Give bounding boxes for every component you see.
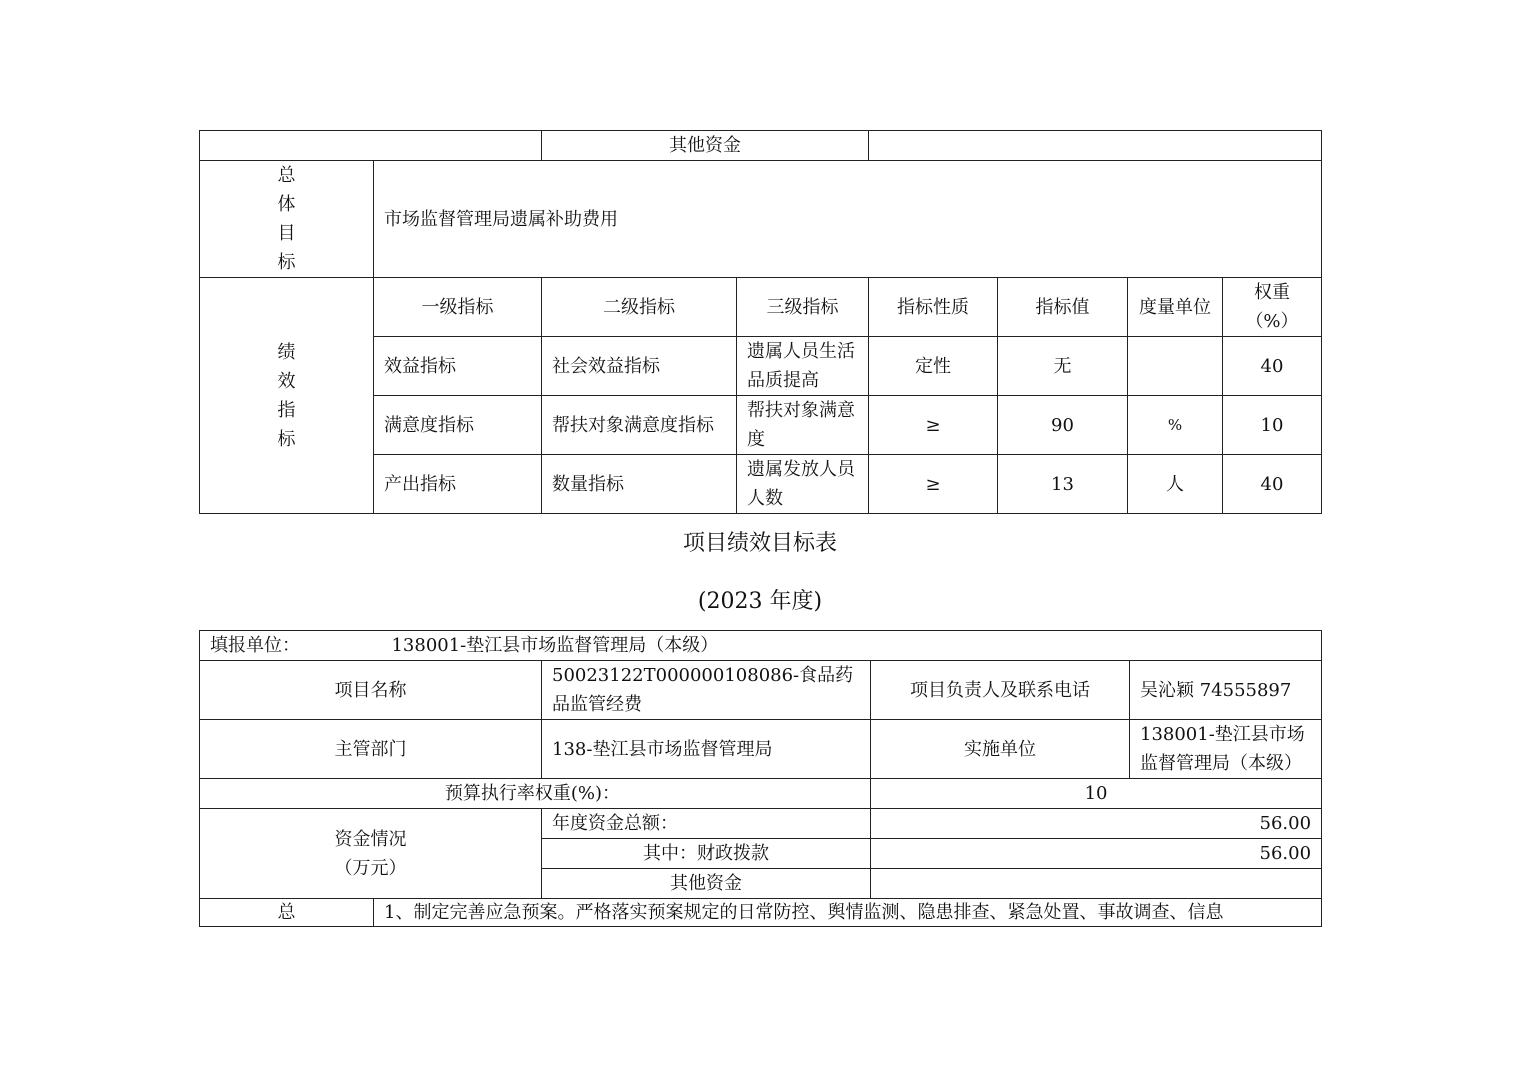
header-level3: 三级指标: [737, 278, 869, 337]
row-level1: 效益指标: [374, 337, 542, 396]
annual-total-label: 年度资金总额：: [542, 809, 871, 839]
row-weight: 10: [1223, 396, 1322, 455]
contact-value: 吴沁颖 74555897: [1130, 661, 1322, 720]
header-weight: 权重（%）: [1223, 278, 1322, 337]
header-nature: 指标性质: [869, 278, 998, 337]
header-level1: 一级指标: [374, 278, 542, 337]
project-name-value: 50023122T000000108086-食品药品监管经费: [542, 661, 871, 720]
funds-label: 资金情况 （万元）: [200, 809, 542, 899]
fill-unit-label: 填报单位：: [210, 635, 300, 656]
other-funds-value: [871, 869, 1322, 899]
row-level1: 产出指标: [374, 455, 542, 514]
dept-label: 主管部门: [200, 720, 542, 779]
row-level1: 满意度指标: [374, 396, 542, 455]
empty-cell: [200, 131, 542, 161]
perf-indicator-label: 绩 效 指 标: [200, 278, 374, 514]
row-level3: 遗属发放人员人数: [737, 455, 869, 514]
impl-label: 实施单位: [871, 720, 1130, 779]
fill-unit-value: 138001-垫江县市场监督管理局（本级）: [391, 635, 719, 656]
performance-table-bottom: [199, 630, 1322, 927]
row-weight: 40: [1223, 337, 1322, 396]
row-value: 90: [998, 396, 1128, 455]
row-unit: 人: [1128, 455, 1223, 514]
row-level2: 帮扶对象满意度指标: [542, 396, 737, 455]
overall-goal-label: 总 体 目 标: [200, 161, 374, 278]
overall-goal-text: 市场监督管理局遗属补助费用: [374, 161, 1322, 278]
overall-goal-label: 总: [200, 899, 374, 927]
other-funds-label: 其他资金: [542, 869, 871, 899]
row-unit: [1128, 337, 1223, 396]
page-title: 项目绩效目标表: [682, 531, 837, 556]
budget-rate-value: 10: [871, 779, 1322, 809]
row-value: 无: [998, 337, 1128, 396]
fiscal-value: 56.00: [871, 839, 1322, 869]
row-level3: 帮扶对象满意度: [737, 396, 869, 455]
fill-unit-row: [200, 631, 1322, 661]
header-unit: 度量单位: [1128, 278, 1223, 337]
row-nature: ≥: [869, 455, 998, 514]
performance-table-top: [199, 130, 1322, 514]
header-value: 指标值: [998, 278, 1128, 337]
row-level3: 遗属人员生活品质提高: [737, 337, 869, 396]
row-nature: ≥: [869, 396, 998, 455]
dept-value: 138-垫江县市场监督管理局: [542, 720, 871, 779]
impl-value: 138001-垫江县市场监督管理局（本级）: [1130, 720, 1322, 779]
other-funds-value: [869, 131, 1322, 161]
row-unit: %: [1128, 396, 1223, 455]
fiscal-label: 其中：财政拨款: [542, 839, 871, 869]
project-name-label: 项目名称: [200, 661, 542, 720]
overall-goal-text: 1、制定完善应急预案。严格落实预案规定的日常防控、舆情监测、隐患排查、紧急处置、事故调查、信息: [374, 899, 1322, 927]
row-value: 13: [998, 455, 1128, 514]
annual-total-value: 56.00: [871, 809, 1322, 839]
row-nature: 定性: [869, 337, 998, 396]
row-level2: 数量指标: [542, 455, 737, 514]
page-subtitle: (2023 年度): [697, 589, 823, 614]
other-funds-label: 其他资金: [542, 131, 869, 161]
header-level2: 二级指标: [542, 278, 737, 337]
contact-label: 项目负责人及联系电话: [871, 661, 1130, 720]
row-weight: 40: [1223, 455, 1322, 514]
budget-rate-label: 预算执行率权重(%)：: [200, 779, 871, 809]
row-level2: 社会效益指标: [542, 337, 737, 396]
